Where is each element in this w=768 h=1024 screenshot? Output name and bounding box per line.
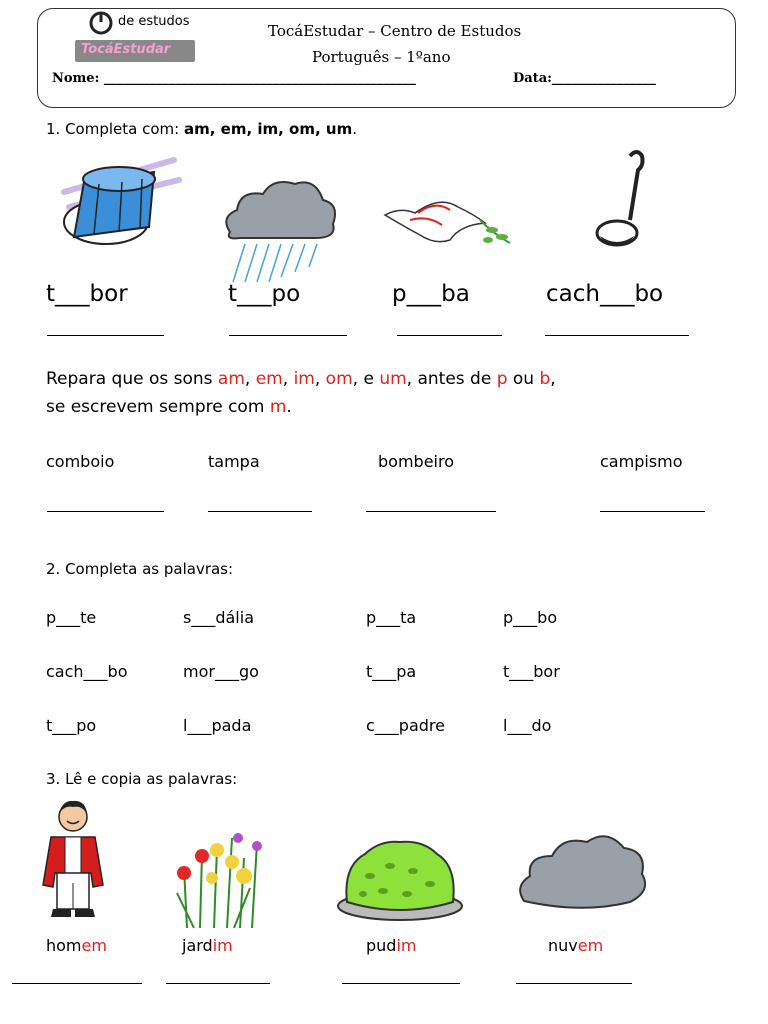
q1-word: cach___bo <box>546 281 664 307</box>
answer-line[interactable] <box>516 983 632 984</box>
q3-word: pudim <box>366 936 417 955</box>
q2-word: p___bo <box>503 608 558 627</box>
answer-line[interactable] <box>342 983 460 984</box>
rule-text: Repara que os sons am, em, im, om, e um, antes de p ou b, <box>46 369 556 389</box>
q2-word: cach___bo <box>46 662 128 681</box>
ladle-icon <box>592 148 652 250</box>
q3-word: jardim <box>182 936 233 955</box>
q1-word: t___bor <box>46 281 128 307</box>
power-logo-icon <box>88 10 114 36</box>
copy-word: tampa <box>208 452 260 471</box>
cloud-icon <box>512 826 652 916</box>
q2-word: l___do <box>503 716 552 735</box>
page-subtitle: Português – 1ºano <box>312 48 451 66</box>
copy-word: comboio <box>46 452 115 471</box>
q2-word: t___bor <box>503 662 560 681</box>
drum-icon <box>44 152 184 252</box>
q2-prompt: 2. Completa as palavras: <box>46 560 234 578</box>
flowers-icon <box>172 818 267 930</box>
q3-word: homem <box>46 936 107 955</box>
q1-word: p___ba <box>392 281 470 307</box>
boy-icon <box>33 795 113 930</box>
answer-line[interactable] <box>208 511 312 512</box>
jelly-icon <box>335 836 465 924</box>
q3-prompt: 3. Lê e copia as palavras: <box>46 770 238 788</box>
rain-cloud-icon <box>215 172 345 287</box>
q2-word: l___pada <box>183 716 252 735</box>
q1-word: t___po <box>228 281 301 307</box>
rule-text-line2: se escrevem sempre com m. <box>46 397 292 417</box>
answer-line[interactable] <box>600 511 705 512</box>
answer-line[interactable] <box>366 511 496 512</box>
q2-word: mor___go <box>183 662 259 681</box>
name-field-label[interactable]: Nome: ________________________________________________ <box>52 71 416 86</box>
q2-word: c___padre <box>366 716 445 735</box>
copy-word: bombeiro <box>378 452 454 471</box>
q2-word: s___dália <box>183 608 254 627</box>
answer-line[interactable] <box>229 335 347 336</box>
q1-prompt: 1. Completa com: am, em, im, om, um. <box>46 120 358 138</box>
q2-word: t___po <box>46 716 97 735</box>
page-title: TocáEstudar – Centro de Estudos <box>268 22 522 40</box>
q2-word: t___pa <box>366 662 417 681</box>
dove-icon <box>380 185 515 250</box>
answer-line[interactable] <box>545 335 689 336</box>
answer-line[interactable] <box>47 511 164 512</box>
answer-line[interactable] <box>166 983 270 984</box>
logo-brand: TocáEstudar <box>75 40 195 62</box>
answer-line[interactable] <box>397 335 502 336</box>
q2-word: p___te <box>46 608 97 627</box>
answer-line[interactable] <box>47 335 164 336</box>
q3-word: nuvem <box>548 936 604 955</box>
answer-line[interactable] <box>12 983 142 984</box>
copy-word: campismo <box>600 452 683 471</box>
q2-word: p___ta <box>366 608 417 627</box>
date-field-label[interactable]: Data:________________ <box>513 71 656 86</box>
logo-text: de estudos <box>118 14 190 29</box>
